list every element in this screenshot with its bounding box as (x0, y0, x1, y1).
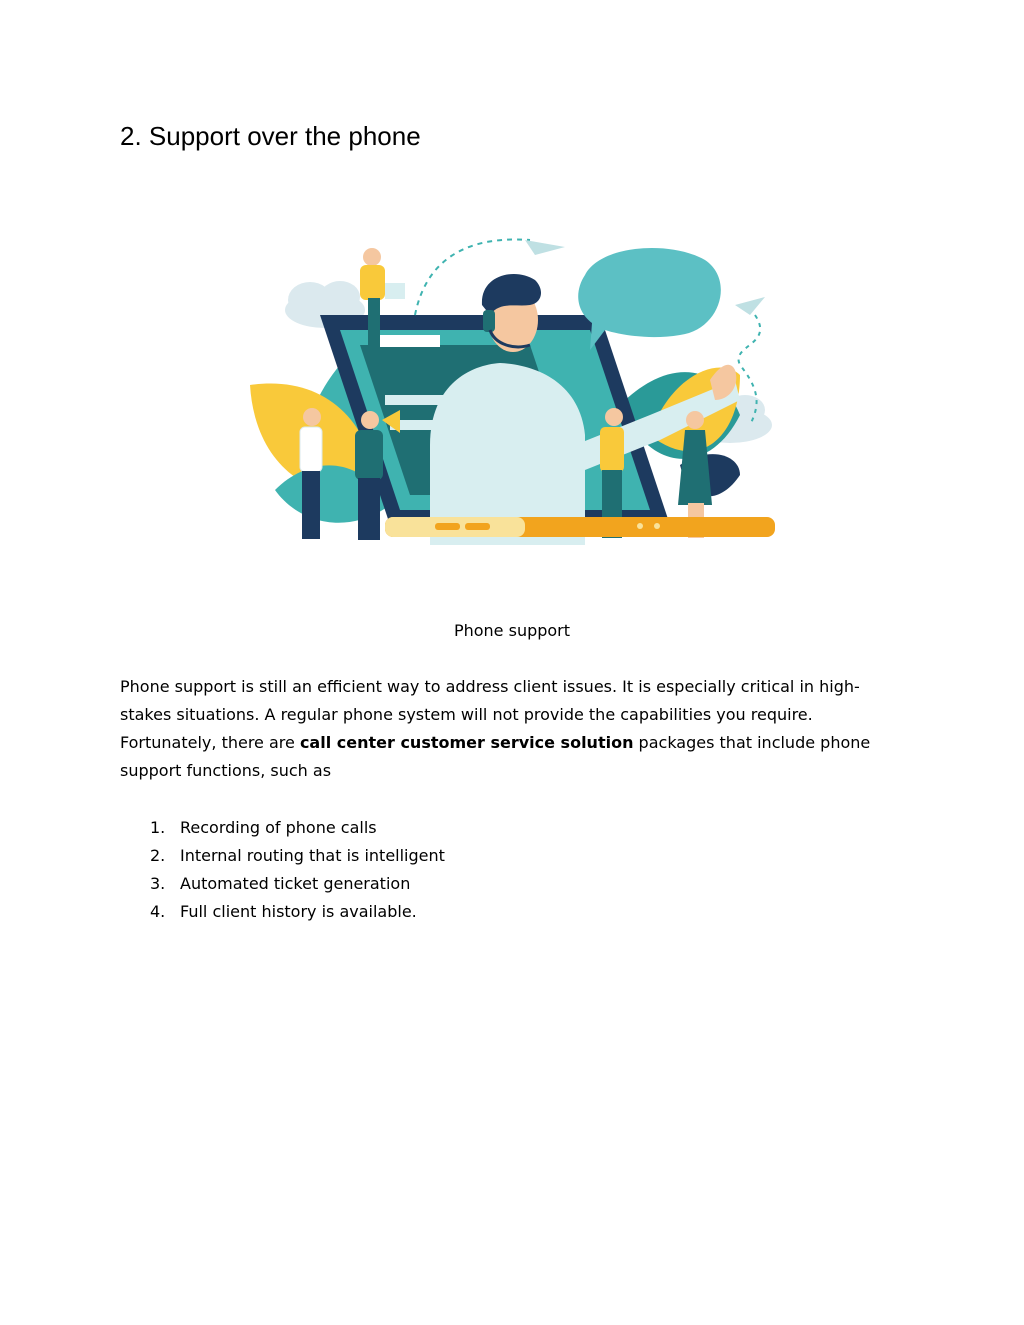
paragraph-text-end: packages that include phone support functions, such as (120, 733, 871, 780)
paper-plane-icon (525, 240, 565, 255)
figure-caption: Phone support (453, 621, 571, 640)
list-item (120, 842, 820, 870)
paragraph-bold-link-text: call center customer service solution (299, 733, 634, 752)
list-item-text: Internal routing that is intelligent (180, 846, 445, 865)
list-number: 1. (150, 818, 166, 837)
person-mega-body (355, 430, 383, 480)
desk-dot-1 (637, 523, 643, 529)
speech-bubble (578, 248, 721, 350)
desk-dot-2 (654, 523, 660, 529)
person-far-right-head (686, 411, 704, 429)
feature-list (120, 814, 820, 926)
desk-pill-1 (435, 523, 460, 530)
phone-support-illustration (200, 205, 800, 605)
list-number: 2. (150, 846, 166, 865)
screen-bar-1 (370, 335, 440, 347)
person-right-body (600, 427, 624, 472)
paragraph-text-start: Phone support is still an efficient way to address client issues. It is especially critical in high-stakes situations. A regular phone system will not provide the capabilities you require. Fortunately, there are (120, 677, 860, 752)
list-number: 3. (150, 874, 166, 893)
person-left-body (300, 427, 322, 472)
person-mega-head (361, 411, 379, 429)
person-top-body (360, 265, 385, 300)
list-item-text: Full client history is available. (180, 902, 417, 921)
list-item (120, 870, 820, 898)
list-item (120, 898, 820, 926)
person-left-legs (302, 471, 320, 539)
list-number: 4. (150, 902, 166, 921)
screen-bar-2 (385, 395, 445, 405)
person-left-head (303, 408, 321, 426)
body-paragraph (120, 673, 880, 785)
person-top-head (363, 248, 381, 266)
paper-plane-icon-2 (735, 297, 765, 315)
section-heading: 2. Support over the phone (120, 121, 421, 151)
person-top-legs (368, 298, 380, 348)
list-item-text: Automated ticket generation (180, 874, 411, 893)
headset-icon (483, 310, 495, 332)
desk-pill-2 (465, 523, 490, 530)
person-mega-legs (358, 478, 380, 540)
laptop-icon (385, 283, 405, 299)
list-item (120, 814, 820, 842)
list-item-text: Recording of phone calls (180, 818, 377, 837)
person-right-head (605, 408, 623, 426)
